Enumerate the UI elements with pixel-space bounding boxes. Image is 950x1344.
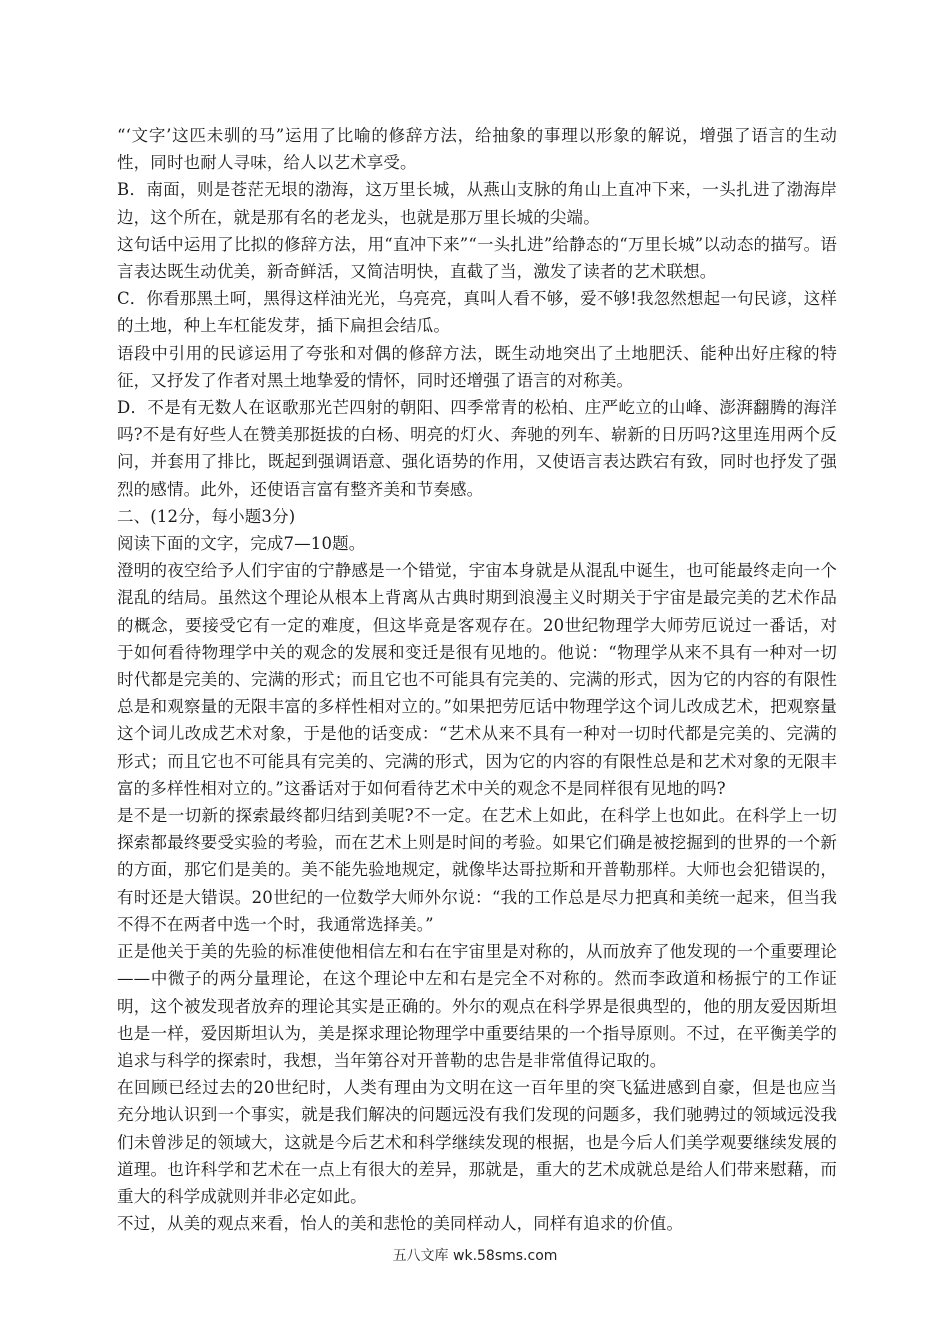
paragraph-option-c-analysis: 语段中引用的民谚运用了夸张和对偶的修辞方法，既生动地突出了土地肥沃、能种出好庄稼的特征，又抒发了作者对黑土地挚爱的情怀，同时还增强了语言的对称美。 [117, 343, 837, 390]
passage-paragraph-2: 是不是一切新的探索最终都归结到美呢?不一定。在艺术上如此，在科学上也如此。在科学上一切探索都最终要受实验的考验，而在艺术上则是时间的考验。如果它们确是被挖掘到的世界的一个新的方面，那它们是美的。美不能先验地规定，就像毕达哥拉斯和开普勒那样。大师也会犯错误的，有时还是大错误。20世纪的一位数学大师外尔说：“我的工作总是尽力把真和美统一起来，但当我不得不在两者中选一个时，我通常选择美。” [117, 806, 837, 934]
paragraph-option-c: C．你看那黑土呵，黑得这样油光光，乌亮亮，真叫人看不够，爱不够!我忽然想起一句民谚，这样的土地，种上车杠能发芽，插下扁担会结瓜。 [117, 289, 837, 336]
passage-paragraph-5: 不过，从美的观点来看，怡人的美和悲怆的美同样动人，同样有追求的价值。 [117, 1214, 684, 1234]
passage-paragraph-4: 在回顾已经过去的20世纪时，人类有理由为文明在这一百年里的突飞猛进感到自豪，但是也应当充分地认识到一个事实，就是我们解决的问题远没有我们发现的问题多，我们驰骋过的领域远没我们未曾涉足的领域大，这就是今后艺术和科学继续发现的根据，也是今后人们美学观要继续发展的道理。也许科学和艺术在一点上有很大的差异，那就是，重大的艺术成就总是给人们带来慰藉，而重大的科学成就则并非必定如此。 [117, 1078, 837, 1206]
paragraph-option-d: D．不是有无数人在讴歌那光芒四射的朝阳、四季常青的松柏、庄严屹立的山峰、澎湃翻腾的海洋吗?不是有好些人在赞美那挺拔的白杨、明亮的灯火、奔驰的列车、崭新的日历吗?这里连用两个反问，并套用了排比，既起到强调语意、强化语势的作用，又使语言表达跌宕有致，同时也抒发了强烈的感情。此外，还使语言富有整齐美和节奏感。 [117, 398, 837, 499]
page-footer: 五八文库 wk.58sms.com [392, 1248, 558, 1264]
passage-paragraph-1: 澄明的夜空给予人们宇宙的宁静感是一个错觉，宇宙本身就是从混乱中诞生，也可能最终走向一个混乱的结局。虽然这个理论从根本上背离从古典时期到浪漫主义时期关于宇宙是最完美的艺术作品的概念，要接受它有一定的难度，但这毕竟是客观存在。20世纪物理学大师劳厄说过一番话，对于如何看待物理学中关的观念的发展和变迁是很有见地的。他说：“物理学从来不具有一种对一切时代都是完美的、完满的形式；而且它也不可能具有完美的、完满的形式，因为它的内容的有限性总是和观察量的无限丰富的多样性相对立的。”如果把劳厄话中物理学这个词儿改成艺术，把观察量这个词儿改成艺术对象，于是他的话变成：“艺术从来不具有一种对一切时代都是完美的、完满的形式；而且它也不可能具有完美的、完满的形式，因为它的内容的有限性总是和艺术对象的无限丰富的多样性相对立的。”这番话对于如何看待艺术中关的观念不是同样很有见地的吗? [117, 561, 837, 798]
section-heading: 二、(12分，每小题3分) [117, 506, 296, 526]
reading-instruction: 阅读下面的文字，完成7—10题。 [117, 534, 366, 554]
passage-paragraph-3: 正是他关于美的先验的标准使他相信左和右在宇宙里是对称的，从而放弃了他发现的一个重要理论——中微子的两分量理论，在这个理论中左和右是完全不对称的。然而李政道和杨振宁的工作证明，这个被发现者放弃的理论其实是正确的。外尔的观点在科学界是很典型的，他的朋友爱因斯坦也是一样，爱因斯坦认为，美是探求理论物理学中重要结果的一个指导原则。不过，在平衡美学的追求与科学的探索时，我想，当年第谷对开普勒的忠告是非常值得记取的。 [117, 942, 837, 1070]
document-body [117, 122, 837, 1237]
paragraph-option-b-analysis: 这句话中运用了比拟的修辞方法，用“直冲下来”“一头扎进”给静态的“万里长城”以动态的描写。语言表达既生动优美，新奇鲜活，又简洁明快，直截了当，激发了读者的艺术联想。 [117, 234, 837, 282]
paragraph-metaphor-analysis: “‘文字’这匹未驯的马”运用了比喻的修辞方法，给抽象的事理以形象的解说，增强了语言的生动性，同时也耐人寻味，给人以艺术享受。 [117, 126, 837, 173]
paragraph-option-b: B．南面，则是苍茫无垠的渤海，这万里长城，从燕山支脉的角山上直冲下来，一头扎进了渤海岸边，这个所在，就是那有名的老龙头，也就是那万里长城的尖端。 [117, 180, 837, 227]
